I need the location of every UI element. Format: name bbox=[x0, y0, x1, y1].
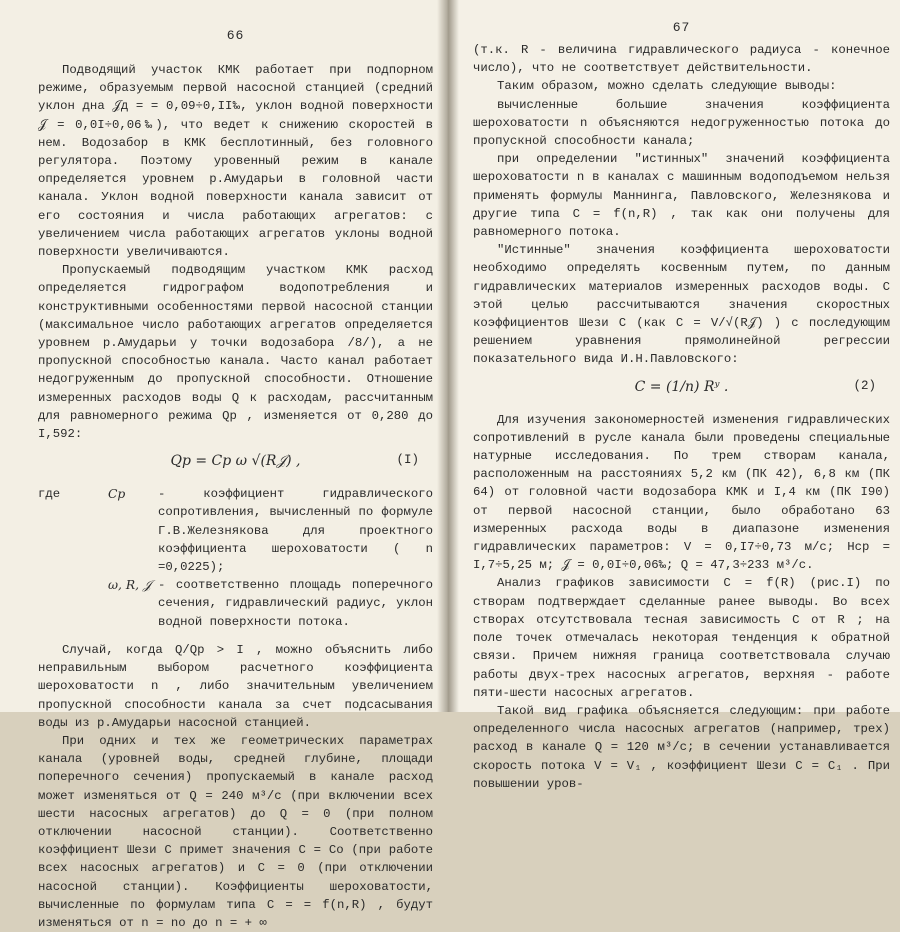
formula-number: (I) bbox=[396, 453, 419, 468]
paragraph: Пропускаемый подводящим участком КМК расход определяется гидрографом водопотребления и конструктивными особенностями первой насосной станции (максимальное число работающих агрегатов определяется уровнем р.Амударьи у точки водозабора /8/), а не пропускной способностью канала. Часто канал работает недогруженным до пропускной способности. Отношение измеренных расходов воды Q к расходам, рассчитанным для равномерного режима Qр , изменяется от 0,280 до I,592: bbox=[38, 263, 433, 442]
right-page bbox=[447, 0, 900, 791]
paragraph: вычисленные большие значения коэффициента шероховатости n объясняются недогруженностью потока до пропускной способности канала; bbox=[473, 97, 890, 149]
paragraph: Таким образом, можно сделать следующие выводы: bbox=[497, 79, 837, 94]
paragraph: "Истинные" значения коэффициента шероховатости необходимо определять косвенным путем, по данным гидравлических материалов измеренных расходов воды. С этой целью рассчитываются значения скоростных коэффициентов Шези C (как C = V/√(R𝒥) ) с последующим решением уравнения прямолинейной регрессии показательного вида И.Н.Павловского: bbox=[473, 243, 890, 367]
paragraph: Анализ графиков зависимости C = f(R) (рис.I) по створам подтверждает сделанные ранее выводы. Во всех створах отсутствовала тесная зависимость C от R ; на поле точек отмечалась некоторая тенденция к обратной связи. Причем нижняя граница соответствовала случаю работы двух-трех насосных агрегатов, верхняя - работе пяти-шести насосных агрегатов. bbox=[473, 576, 890, 700]
formula bbox=[38, 449, 433, 479]
page-number: 66 bbox=[226, 28, 245, 43]
definition-text: - соответственно площадь поперечного сечения, гидравлический радиус, уклон водной поверхности потока. bbox=[158, 578, 433, 629]
definition-symbol: Cр bbox=[108, 487, 126, 502]
paragraph: Такой вид графика объясняется следующим: при работе определенного числа насосных агрегатов (например, трех) расход в канале Q = 120 м³/с; в сечении устанавливается скорость потока V = V₁ , коэффициент Шези C = C₁ . При повышении уров- bbox=[473, 703, 890, 791]
book-gutter bbox=[437, 0, 459, 712]
paragraph: Подводящий участок КМК работает при подпорном режиме, образуемым первой насосной станцией (средний уклон дна 𝒥д = = 0,09÷0,II‰, уклон водной поверхности 𝒥 = 0,0I÷0,06‰), что ведет к снижению скоростей в нем. Водозабор в КМК бесплотинный, без головного регулятора. Поэтому уровенный режим в канале определяется уровнем р.Амударьи в головной части канала. Уклон водной поверхности канала зависит от его состояния и числа работающих агрегатов: с увеличением числа работающих агрегатов уклоны водной поверхности увеличиваются. bbox=[38, 63, 433, 260]
definition-row bbox=[38, 485, 433, 576]
page-number: 67 bbox=[672, 20, 691, 35]
definition-symbol: ω, R, 𝒥 bbox=[108, 578, 152, 593]
paragraph: при определении "истинных" значений коэффициента шероховатости n в каналах с машинным водоподъемом нельзя применять формулы Маннинга, Павловского, Железнякова и другие типа C = f(n,R) , так как они получены для равномерного потока. bbox=[473, 152, 890, 240]
where-label: где bbox=[38, 487, 61, 502]
left-page bbox=[0, 0, 447, 930]
definition-text: - коэффициент гидравлического сопротивления, вычисленный по формуле Г.В.Железнякова для проектного коэффициента шероховатости ( n =0,0225); bbox=[158, 487, 433, 575]
paragraph: При одних и тех же геометрических параметрах канала (уровней воды, средней глубине, площади поперечного сечения) пропускаемый в канале расход может изменяться от Q = 240 м³/с (при включении всех шести насосных агрегатов) до Q = 0 (при полном отключении насосной станции). Соответственно коэффициент Шези C примет значения C = Cо (при работе всех насосных агрегатов) и C = 0 (при отключении насосной станции). Коэффициенты шероховатости, вычисленные по формулам типа C = = f(n,R) , будут изменяться от n = nо до n = + ∞ bbox=[38, 733, 433, 930]
paragraph: Случай, когда Q/Qр > I , можно объяснить либо неправильным выбором расчетного коэффициента шероховатости n , либо значительным увеличением пропускной способности канала за счет подсасывания воды из р.Амударьи насосной станцией. bbox=[38, 642, 433, 730]
definition-list bbox=[38, 485, 433, 631]
formula bbox=[473, 375, 890, 405]
formula-expression: C = (1/n) Rʸ . bbox=[634, 378, 729, 395]
paragraph: (т.к. R - величина гидравлического радиуса - конечное число), что не соответствует действительности. bbox=[473, 43, 890, 76]
paragraph: Для изучения закономерностей изменения гидравлических сопротивлений в русле канала были проведены специальные натурные исследования. По трем створам канала, расположенным на расстояниях 5,2 км (ПК 42), 6,8 км (ПК 64) от головной части водозабора КМК и I,4 км (ПК I90) от первой насосной станции, было обработано 63 измеренных расхода воды в диапазоне изменения гидравлических параметров: V = 0,I7÷0,73 м/с; Hср = I,7÷5,25 м; 𝒥 = 0,0I÷0,06‰; Q = 47,3÷233 м³/с. bbox=[473, 412, 890, 573]
formula-number: (2) bbox=[853, 378, 876, 393]
formula-expression: Qр = Cр ω √(R𝒥) , bbox=[170, 453, 301, 470]
definition-row bbox=[38, 576, 433, 631]
